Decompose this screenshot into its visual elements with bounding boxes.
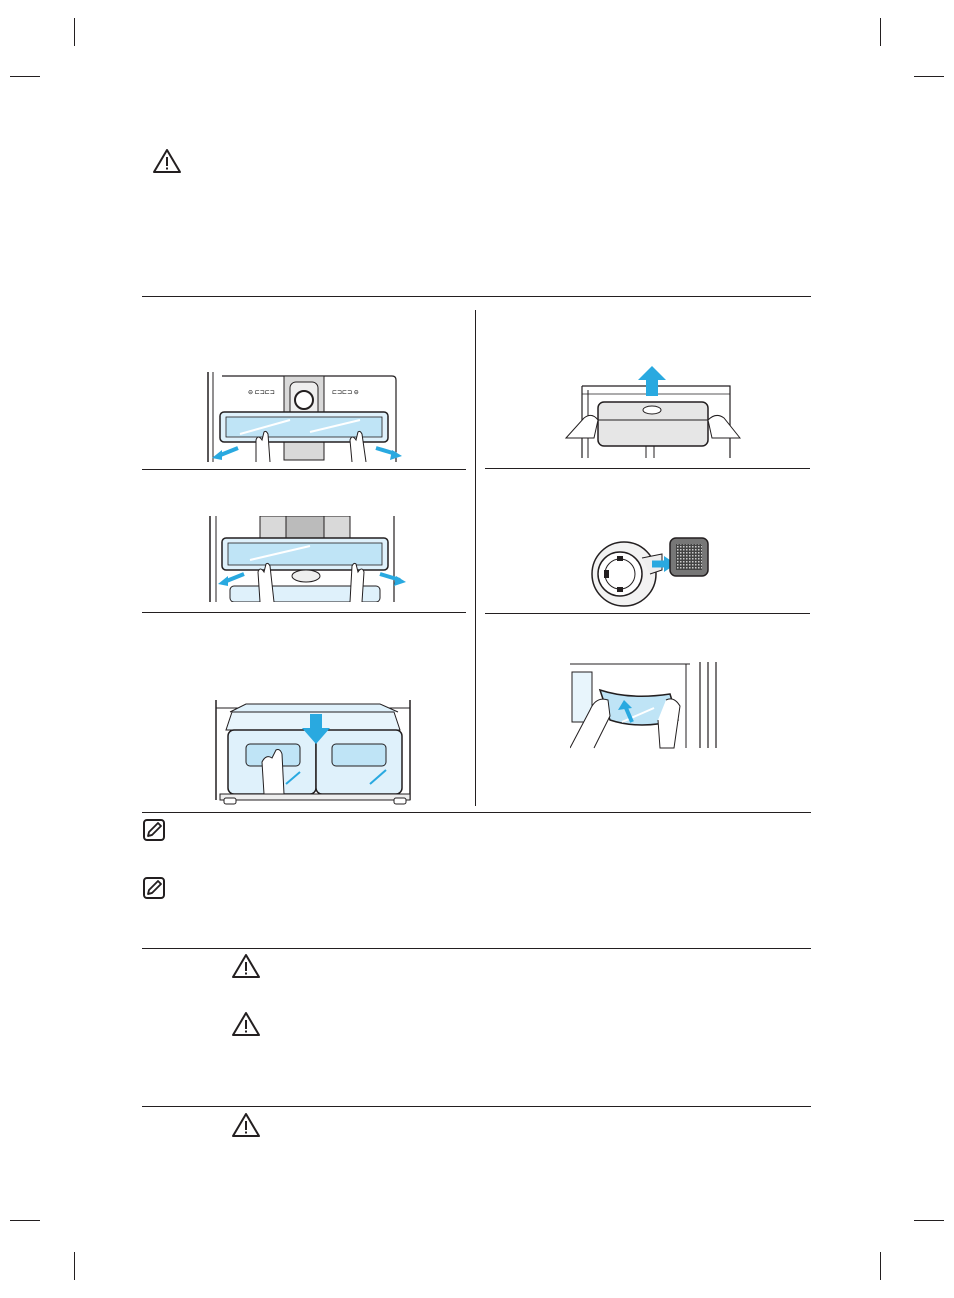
crop-mark-top-left-v (74, 18, 75, 46)
figure-row-rule-right-1 (485, 468, 810, 469)
warning-triangle-icon (231, 1112, 261, 1138)
figure-filter-cartridge (590, 534, 720, 608)
section-rule-lower (142, 1106, 811, 1107)
figure-door-bin-lift (570, 660, 724, 750)
svg-text:⊖ ⊏⊐⊏⊐: ⊖ ⊏⊐⊏⊐ (248, 390, 275, 396)
warning-triangle-icon (152, 148, 182, 174)
note-pencil-icon (142, 876, 166, 900)
figure-column-divider (475, 310, 476, 806)
section-rule-figures-bottom (142, 812, 811, 813)
figure-row-rule-left-2 (142, 612, 466, 613)
figure-row-rule-left-1 (142, 469, 466, 470)
warning-triangle-icon (231, 953, 261, 979)
crop-mark-bottom-left-h (10, 1220, 40, 1221)
crop-mark-bottom-right-v (880, 1252, 881, 1280)
figure-guard-removal-lower (200, 516, 410, 602)
section-rule-top (142, 296, 811, 297)
section-rule-middle (142, 948, 811, 949)
warning-triangle-icon (231, 1011, 261, 1037)
svg-text:⊏⊐⊏⊐ ⊖: ⊏⊐⊏⊐ ⊖ (332, 390, 359, 396)
figure-deodorizer-lift (562, 366, 752, 462)
figure-drawer-pull (210, 700, 420, 806)
note-pencil-icon (142, 818, 166, 842)
crop-mark-bottom-left-v (74, 1252, 75, 1280)
crop-mark-top-left-h (10, 76, 40, 77)
figure-row-rule-right-2 (485, 613, 810, 614)
crop-mark-top-right-h (914, 76, 944, 77)
figure-guard-removal-left (200, 372, 410, 462)
crop-mark-bottom-right-h (914, 1220, 944, 1221)
crop-mark-top-right-v (880, 18, 881, 46)
